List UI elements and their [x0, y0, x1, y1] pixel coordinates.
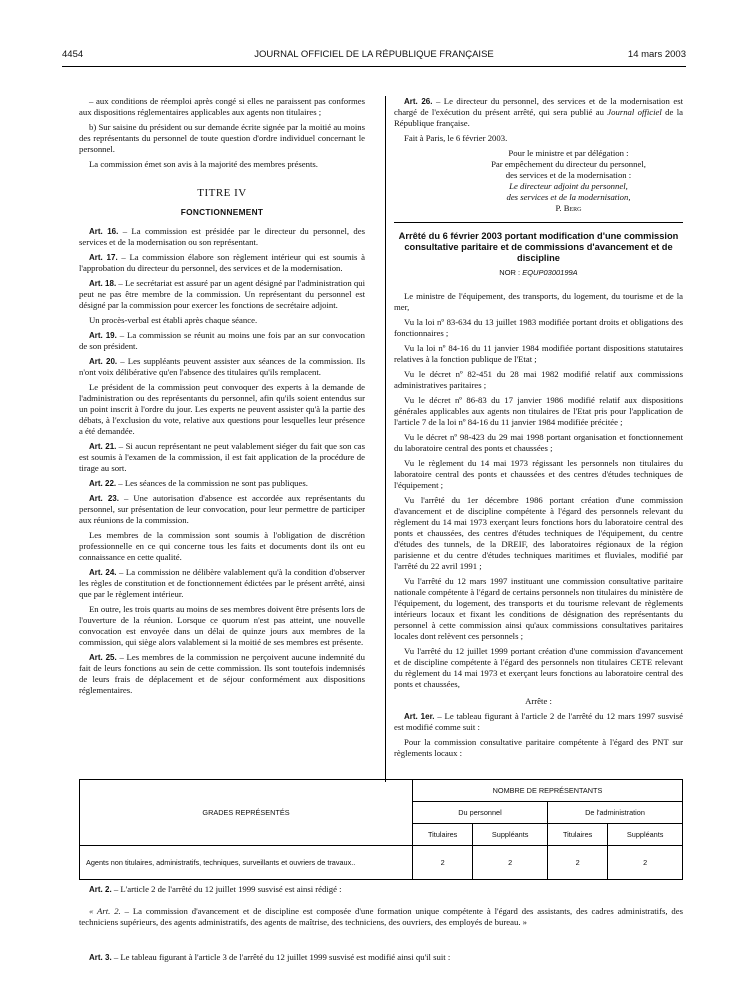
table-row-label: Agents non titulaires, administratifs, techniques, surveillants et ouvriers de travaux.. [80, 846, 413, 880]
intro-paragraph: – aux conditions de réemploi après congé si elles ne paraissent pas conformes aux dispositions réglementaires applicables aux agents non titulaires ; [79, 96, 365, 117]
article-3: Art. 3. – Le tableau figurant à l'article 3 de l'arrêté du 12 juillet 1999 susvisé est modifié ainsi qu'il suit : [89, 952, 451, 962]
article-label: Art. 17. [89, 253, 118, 262]
table-cell: 2 [547, 846, 607, 880]
visa-paragraph: Vu l'arrêté du 12 mars 1997 instituant une commission consultative paritaire nationale compétente à l'égard de certains personnels non titulaires du ministère de l'équipement, du logement, des transports et du tourisme relevant de règlements intérieurs locaux et fixant les conditions de désignation des représentants du personnel à cette commission ainsi qu'aux commissions consultatives paritaires locales dont relèvent ces personnels ; [394, 576, 683, 641]
grades-header: GRADES REPRÉSENTÉS [80, 780, 413, 846]
signatory: P. Berg [555, 203, 582, 213]
visa-paragraph: Vu l'arrêté du 12 juillet 1999 portant création d'une commission d'avancement et de discipline compétente à l'égard des personnels non titulaires CETE relevant du règlement du 14 mai 1973 et exerçant leurs fonctions au laboratoire central des ponts et chaussées, [394, 646, 683, 689]
titulaires-header: Titulaires [413, 824, 473, 846]
article-paragraph: Art. 22. – Les séances de la commission ne sont pas publiques. [89, 478, 308, 488]
table-cell: 2 [473, 846, 548, 880]
titre-heading: TITRE IV [197, 187, 247, 199]
visa-paragraph: Vu la loi nº 83-634 du 13 juillet 1983 modifiée portant droits et obligations des fonctionnaires ; [394, 317, 683, 338]
arrete-word: Arrête : [525, 696, 552, 706]
titulaires-header: Titulaires [547, 824, 607, 846]
suppleants-header: Suppléants [608, 824, 683, 846]
article-label: Art. 23. [89, 494, 119, 503]
nor-reference: NOR : EQUP0300199A [499, 268, 578, 277]
article-label: Art. 19. [89, 331, 117, 340]
article-paragraph: Art. 24. – La commission ne délibère valablement qu'à la condition d'observer les règles de constitution et de fonctionnement édictées par le présent arrêté, ainsi que par le règlement intérieur. [79, 567, 366, 599]
section-separator [394, 222, 683, 223]
intro-paragraph: La commission émet son avis à la majorité des membres présents. [89, 159, 318, 169]
representatives-table [79, 779, 683, 880]
article-26: Art. 26. – Le directeur du personnel, des services et de la modernisation est chargé de l'exécution du présent arrêté, qui sera publié au Journal officiel de la République française. [394, 96, 683, 128]
article-paragraph: Un procès-verbal est établi après chaque séance. [89, 315, 258, 325]
article-paragraph: Art. 19. – La commission se réunit au moins une fois par an sur convocation de son président. [79, 330, 365, 351]
article-list [79, 226, 365, 696]
column-divider [385, 96, 386, 782]
du-personnel-header: Du personnel [413, 802, 548, 824]
article-label: Art. 22. [89, 479, 117, 488]
article-paragraph: Les membres de la commission sont soumis à l'obligation de discrétion professionnelle en ce qui concerne tous les faits et documents dont ils ont eu connaissance en cette qualité. [79, 530, 365, 562]
journal-title: JOURNAL OFFICIEL DE LA RÉPUBLIQUE FRANÇAISE [254, 49, 494, 60]
article-paragraph: Art. 20. – Les suppléants peuvent assister aux séances de la commission. Ils n'ont voix délibérative qu'en l'absence des titulaires qu'ils remplacent. [79, 356, 366, 377]
article-2-quote: « Art. 2. – La commission d'avancement et de discipline est composée d'une formation unique compétente à l'égard des assistants, des cadres administratifs, des techniciens supérieurs, des agents administratifs, des agents de maîtrise, des techniciens, des ouvriers, des employés de bureau. » [79, 906, 683, 927]
table-cell: 2 [608, 846, 683, 880]
article-label: Art. 26. [404, 97, 433, 106]
suppleants-header: Suppléants [473, 824, 548, 846]
article-paragraph: Art. 18. – Le secrétariat est assuré par un agent désigné par l'administration qui peut ne pas être membre de la commission. Un représentant du personnel est désigné par la commission pour exercer les fonctions de secrétaire adjoint. [79, 278, 366, 310]
article-label: Art. 18. [89, 279, 117, 288]
visa-paragraph: Vu le décret nº 98-423 du 29 mai 1998 portant organisation et fonctionnement du laboratoire central des ponts et chaussées ; [394, 432, 683, 453]
publication-date: 14 mars 2003 [627, 49, 686, 60]
article-paragraph: Art. 25. – Les membres de la commission ne perçoivent aucune indemnité du fait de leurs fonctions au sein de cette commission. Ils sont toutefois indemnisés de leurs frais de déplacement et de séjour conformément aux dispositions réglementaires. [79, 652, 365, 695]
visa-paragraph: Vu l'arrêté du 1er décembre 1986 portant création d'une commission d'avancement et de discipline compétente à l'égard des personnels relevant du règlement du 14 mai 1973 exerçant leurs fonctions hors du laboratoire central des ponts et chaussées, des centres d'études techniques de l'équipement, du centre d'études des tunnels, de la DREIF, des laboratoires régionaux de la région parisienne et du centre d'études techniques maritimes et fluviales, modifié par l'arrêté du 22 avril 1991 ; [394, 495, 683, 571]
pour-paragraph: Pour la commission consultative paritaire compétente à l'égard des PNT sur règlements locaux : [394, 737, 683, 758]
visa-paragraph: Vu le règlement du 14 mai 1973 régissant les personnels non titulaires du laboratoire central des ponts et chaussées et des centres d'études techniques de l'équipement ; [394, 458, 683, 490]
visa-paragraph: Vu le décret nº 86-83 du 17 janvier 1986 modifié relatif aux dispositions générales applicables aux agents non titulaires de l'Etat pris pour l'application de l'article 7 de la loi nº 84-16 du 11 janvier 1984 modifiée précitée ; [394, 395, 683, 427]
article-1: Art. 1er. – Le tableau figurant à l'article 2 de l'arrêté du 12 mars 1997 susvisé est modifié comme suit : [394, 711, 684, 732]
article-paragraph: Le président de la commission peut convoquer des experts à la demande de l'administration ou des représentants du personnel, afin qu'ils soient entendus sur un point inscrit à l'ordre du jour. Les experts ne peuvent assister qu'à la partie des débats, à l'exclusion du vote, relative aux questions pour lesquelles leur présence a été demandée. [79, 382, 365, 436]
article-label: Art. 21. [89, 442, 117, 451]
article-2: Art. 2. – L'article 2 de l'arrêté du 12 juillet 1999 susvisé est ainsi rédigé : [89, 884, 342, 894]
visa-paragraph: Vu la loi nº 84-16 du 11 janvier 1984 modifiée portant dispositions statutaires relatives à la fonction publique de l'Etat ; [394, 343, 683, 364]
article-paragraph: Art. 23. – Une autorisation d'absence est accordée aux représentants du personnel, sur présentation de leur convocation, pour leur permettre de participer aux réunions de la commission. [79, 493, 366, 525]
table-cell: 2 [413, 846, 473, 880]
right-column [394, 96, 683, 763]
article-label: Art. 16. [89, 227, 119, 236]
left-column [79, 96, 365, 700]
article-paragraph: Art. 21. – Si aucun représentant ne peut valablement siéger du fait que son cas est soumis à l'examen de la commission, il est fait application de la procédure de tirage au sort. [79, 441, 365, 473]
page-number: 4454 [62, 49, 84, 60]
signature-block: Pour le ministre et par délégation : Par empêchement du directeur du personnel, des services et de la modernisation : Le directeur adjoint du personnel, des services et de la modernisation, P. Berg [454, 148, 683, 214]
page-header [62, 49, 686, 65]
visa-list [394, 291, 683, 690]
article-label: Art. 24. [89, 568, 117, 577]
header-rule [62, 66, 686, 67]
article-paragraph: En outre, les trois quarts au moins de ses membres doivent être présents lors de l'ouverture de la réunion. Lorsque ce quorum n'est pas atteint, une nouvelle convocation est envoyée dans un délai de quinze jours aux membres de la commission, qui siège alors valablement si la moitié de ses membres est présente. [79, 604, 365, 647]
nombre-header: NOMBRE DE REPRÉSENTANTS [413, 780, 683, 802]
intro-paragraph: b) Sur saisine du président ou sur demande écrite signée par la moitié au moins des représentants du personnel de toute question d'ordre individuel concernant le personnel. [79, 122, 365, 154]
arrete-title: Arrêté du 6 février 2003 portant modification d'une commission consultative paritaire et de commissions d'avancement et de discipline [398, 231, 679, 263]
fait-line: Fait à Paris, le 6 février 2003. [404, 133, 508, 143]
visa-paragraph: Vu le décret nº 82-451 du 28 mai 1982 modifié relatif aux commissions administratives paritaires ; [394, 369, 683, 390]
article-label: Art. 20. [89, 357, 118, 366]
article-paragraph: Art. 16. – La commission est présidée par le directeur du personnel, des services et de la modernisation ou son représentant. [79, 226, 365, 247]
article-label: Art. 25. [89, 653, 117, 662]
section-heading: FONCTIONNEMENT [180, 207, 264, 217]
visa-paragraph: Le ministre de l'équipement, des transports, du logement, du tourisme et de la mer, [394, 291, 683, 312]
article-paragraph: Art. 17. – La commission élabore son règlement intérieur qui est soumis à l'approbation du directeur du personnel, des services et de la modernisation. [79, 252, 366, 273]
administration-header: De l'administration [547, 802, 682, 824]
